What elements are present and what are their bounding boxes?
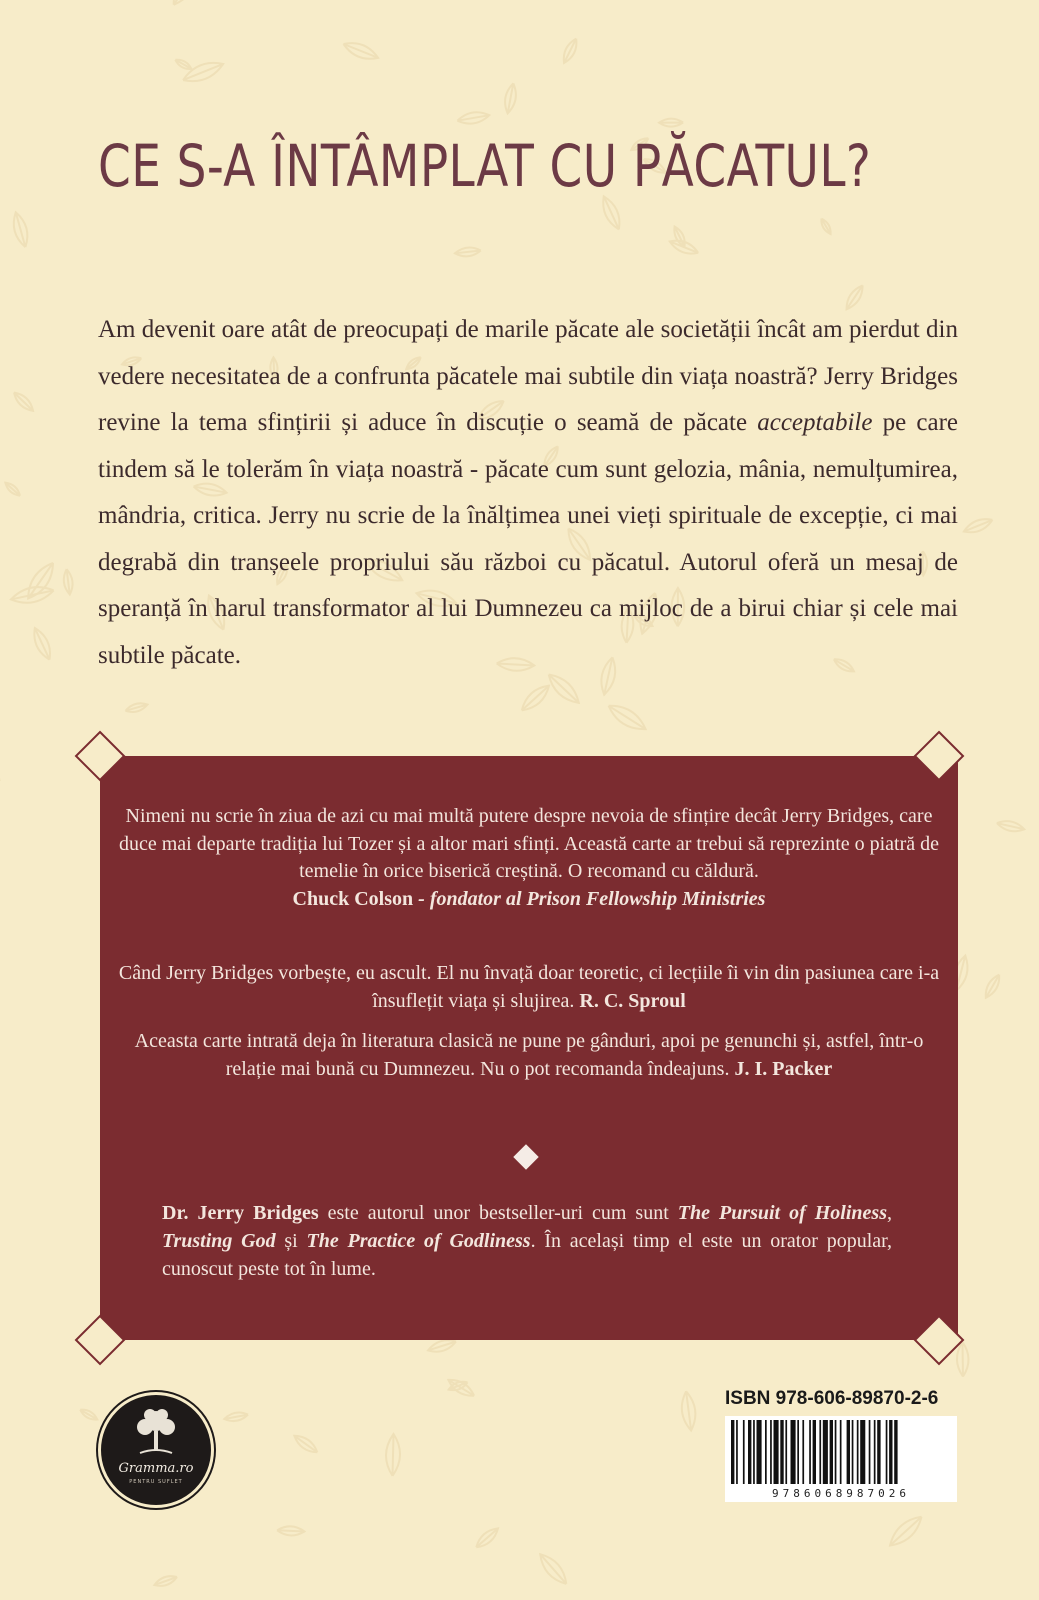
publisher-name: Gramma.ro [118, 1461, 194, 1476]
bio-name: Dr. Jerry Bridges [162, 1202, 319, 1224]
blurb-emphasis: acceptabile [757, 409, 873, 436]
endorsement-text: Când Jerry Bridges vorbește, eu ascult. El nu învață doar teoretic, ci lecțiile îi vin din pasiunea care i-a însuflețit viața și slujirea. [118, 962, 940, 1012]
endorsement-text: Nimeni nu scrie în ziua de azi cu mai multă putere despre nevoia de sfințire decât Jerry Bridges, care duce mai departe tradiția lui Tozer și a altor mari sfinți. Această carte ar trebui să reprezinte o piatră de temelie în orice biserică creștină. O recomand cu căldură. [118, 805, 940, 882]
blurb-text-2: pe care tindem să le tolerăm în viața noastră - păcate cum sunt gelozia, mânia, nemulțumirea, mândria, critica. Jerry nu scrie de la înălțimea unei vieți spirituale de excepție, ci mai degrabă din tranșeele propriului său război cu păcatul. Autorul oferă un mesaj de speranță în harul transformator al lui Dumnezeu ca mijloc de a birui chiar și cele mai subtile păcate. [98, 409, 958, 669]
author-bio [162, 1199, 892, 1283]
endorsement-sproul [110, 960, 948, 1015]
corner-diamond-top-left [74, 730, 126, 782]
endorsement-author: Chuck Colson [292, 887, 414, 910]
blurb-text-1: Am devenit oare atât de preocupați de marile păcate ale societății încât am pierdut din vedere necesitatea de a confrunta păcatele mai subtile din viața noastră? Jerry Bridges revine la tema sfințirii și aduce în discuție o seamă de păcate [98, 316, 958, 436]
tree-icon [134, 1407, 178, 1459]
corner-diamond-bottom-right [913, 1314, 965, 1366]
endorsement-role: - fondator al Prison Fellowship Ministries [413, 887, 766, 910]
endorsement-author: R. C. Sproul [579, 989, 686, 1012]
bio-book: Trusting God [162, 1230, 276, 1252]
publisher-tagline: PENTRU SUFLET [129, 1479, 183, 1485]
barcode-bars [725, 1416, 957, 1486]
endorsement-packer [110, 1028, 948, 1083]
bio-text: , [887, 1202, 892, 1224]
bio-text: . În același timp el este un orator popular, cunoscut peste tot în lume. [162, 1230, 893, 1280]
corner-diamond-bottom-left [74, 1314, 126, 1366]
isbn-label: ISBN 978-606-89870-2-6 [725, 1388, 939, 1409]
publisher-logo [98, 1392, 214, 1508]
endorsement-author: J. I. Packer [734, 1057, 833, 1080]
corner-diamond-top-right [913, 730, 965, 782]
barcode [725, 1416, 957, 1502]
endorsement-colson [110, 803, 948, 913]
barcode-digits: 9786068987026 [771, 1487, 911, 1500]
bio-text: și [275, 1230, 307, 1252]
endorsement-text: Aceasta carte intrată deja în literatura clasică ne pune pe gânduri, apoi pe genunchi și, astfel, într-o relație mai bună cu Dumnezeu. Nu o pot recomanda îndeajuns. [134, 1030, 924, 1080]
bio-text: este autorul unor bestseller-uri cum sunt [318, 1202, 678, 1224]
book-title: CE S-A ÎNTÂMPLAT CU PĂCATUL? [98, 132, 872, 200]
bio-book: The Practice of Godliness [306, 1230, 531, 1252]
book-blurb [98, 307, 958, 679]
bio-book: The Pursuit of Holiness [677, 1202, 887, 1224]
